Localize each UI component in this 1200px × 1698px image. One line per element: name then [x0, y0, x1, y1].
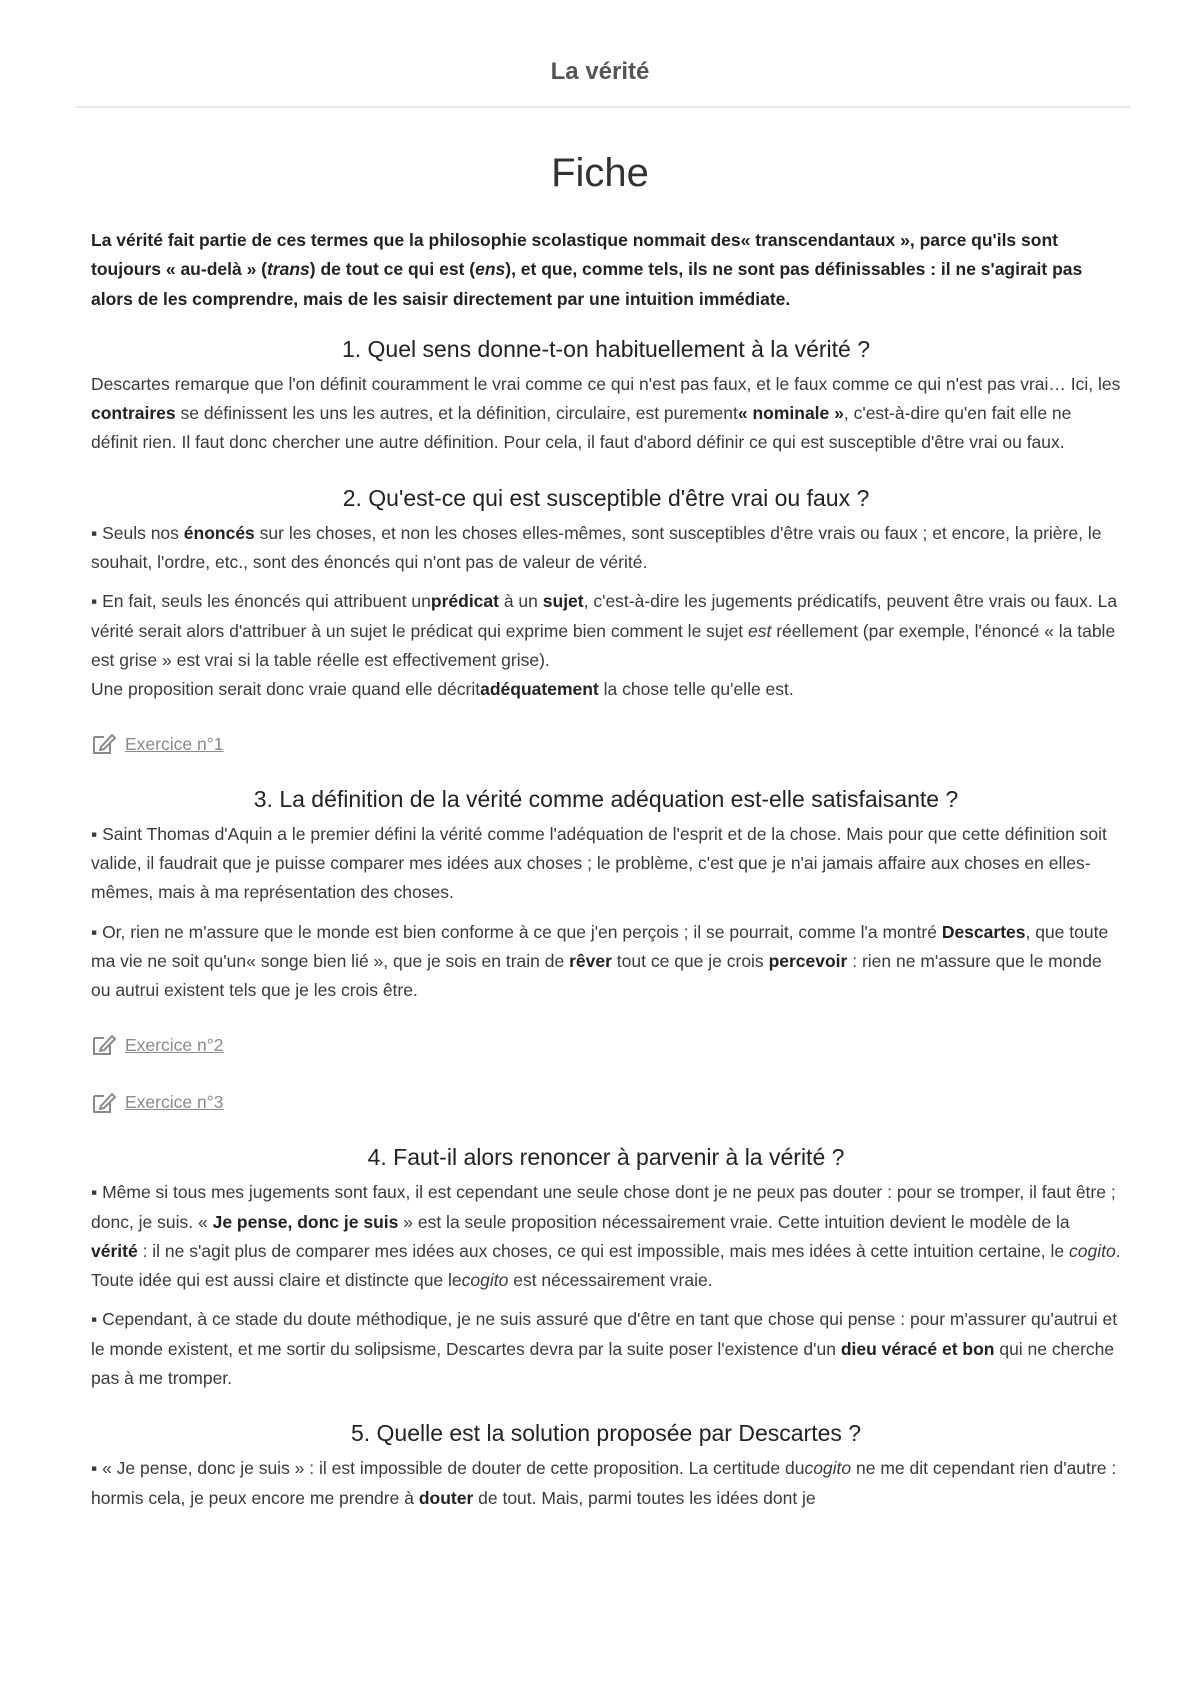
- term-rever: rêver: [569, 951, 612, 972]
- page-title: Fiche: [551, 150, 649, 195]
- section-2-heading: 2. Qu'est-ce qui est susceptible d'être vrai ou faux ?: [342, 484, 870, 511]
- edit-icon: [91, 732, 117, 756]
- text: , que toute ma vie ne soit qu'un« songe bien lié », que je sois en train de: [91, 921, 1109, 972]
- text: . Toute idée qui est aussi claire et distincte que le: [91, 1240, 1121, 1291]
- intro-text: La vérité fait partie de ces termes que la philosophie scolastique nommait des« transcendantaux », parce qu'ils sont toujours « au-delà » (: [91, 230, 1058, 280]
- text: la chose telle qu'elle est.: [598, 679, 794, 700]
- section-1-heading: 1. Quel sens donne-t-on habituellement à la vérité ?: [341, 335, 871, 362]
- exercise-2-link[interactable]: [91, 1031, 1121, 1060]
- header-divider: [76, 106, 1130, 108]
- term-sujet: sujet: [542, 591, 584, 612]
- term-je-pense: Je pense, donc je suis: [212, 1211, 399, 1232]
- section-4-paragraph-1: [91, 1178, 1121, 1295]
- term-dieu: dieu véracé et bon: [840, 1338, 995, 1359]
- text: qui ne cherche pas à me tromper.: [91, 1338, 1115, 1389]
- section-4-heading: 4. Faut-il alors renoncer à parvenir à la vérité ?: [367, 1144, 845, 1171]
- edit-icon: [91, 1091, 117, 1115]
- edit-icon: [91, 1033, 117, 1057]
- intro-ens: ens: [475, 259, 506, 280]
- exercise-3-link[interactable]: [91, 1088, 1121, 1117]
- text: ▪ Seuls nos: [91, 522, 184, 543]
- text: ▪ En fait, seuls les énoncés qui attribuent un: [91, 591, 431, 612]
- text: ne me dit cependant rien d'autre : hormis cela, je peux encore me prendre à: [91, 1458, 1117, 1508]
- text: : il ne s'agit plus de comparer mes idées aux choses, ce qui est impossible, mais mes idées à cette intuition certaine, le: [137, 1240, 1069, 1261]
- text: à un: [498, 591, 543, 612]
- intro-text: ), et que, comme tels, ils ne sont pas définissables : il ne s'agirait pas alors de les comprendre, mais de les saisir directement par une intuition immédiate.: [91, 259, 1083, 309]
- intro-paragraph: [91, 226, 1121, 314]
- exercise-3-label[interactable]: Exercice n°3: [125, 1091, 224, 1112]
- exercise-1-link[interactable]: [91, 730, 1121, 759]
- term-cogito: cogito: [804, 1458, 852, 1479]
- section-5-heading: 5. Quelle est la solution proposée par Descartes ?: [350, 1420, 862, 1447]
- exercise-2-label[interactable]: Exercice n°2: [125, 1034, 224, 1055]
- text: , c'est-à-dire qu'en fait elle ne définit rien. Il faut donc chercher une autre définition. Pour cela, il faut d'abord définir ce qui est susceptible d'être vrai ou faux.: [91, 403, 1072, 453]
- section-3-paragraph-1: ▪ Saint Thomas d'Aquin a le premier défini la vérité comme l'adéquation de l'esprit et de la chose. Mais pour que cette définition soit valide, il faudrait que je puisse comparer mes idées aux choses ; le problème, c'est que je n'ai jamais affaire aux choses en elles-mêmes, mais à ma représentation des choses.: [91, 823, 1107, 903]
- term-verite: vérité: [91, 1240, 138, 1261]
- section-3-paragraph-2: [91, 918, 1121, 1006]
- term-adequatement: adéquatement: [480, 679, 599, 700]
- term-enonces: énoncés: [183, 522, 255, 543]
- section-2-paragraph-2: [91, 587, 1121, 704]
- term-est: est: [748, 620, 772, 641]
- exercise-1-label[interactable]: Exercice n°1: [125, 733, 224, 754]
- text: réellement (par exemple, l'énoncé « la table est grise » est vrai si la table réelle est effectivement grise).: [91, 620, 1116, 670]
- document-header-title: La vérité: [550, 58, 650, 85]
- text: de tout. Mais, parmi toutes les idées dont je: [473, 1487, 816, 1508]
- text: » est la seule proposition nécessairement vraie. Cette intuition devient le modèle de la: [398, 1211, 1070, 1232]
- text: ▪ Même si tous mes jugements sont faux, il est cependant une seule chose dont je ne peux pas douter : pour se tromper, il faut être ; donc, je suis. «: [91, 1182, 1116, 1232]
- section-1-paragraph: [91, 370, 1121, 458]
- term-descartes: Descartes: [941, 921, 1026, 942]
- term-douter: douter: [418, 1487, 474, 1508]
- text: sur les choses, et non les choses elles-mêmes, sont susceptibles d'être vrais ou faux ; et encore, la prière, le souhait, l'ordre, etc., sont des énoncés qui n'ont pas de valeur de vérité.: [91, 522, 1102, 573]
- text: ▪ Cependant, à ce stade du doute méthodique, je ne suis assuré que d'être en tant que chose qui pense : pour m'assurer qu'autrui et le monde existent, et me sortir du solipsisme, Descartes devra par la suite poser l'existence d'un: [91, 1309, 1118, 1359]
- section-4-paragraph-2: [91, 1305, 1121, 1393]
- term-cogito: cogito: [461, 1270, 509, 1291]
- intro-text: ) de tout ce qui est (: [309, 259, 476, 280]
- term-nominale: « nominale »: [737, 403, 844, 424]
- text: : rien ne m'assure que le monde ou autrui existent tels que je les crois être.: [91, 951, 1102, 1001]
- text: Descartes remarque que l'on définit couramment le vrai comme ce qui n'est pas faux, et le faux comme ce qui n'est pas vrai… Ici, les: [91, 373, 1121, 394]
- text: ▪ Or, rien ne m'assure que le monde est bien conforme à ce que j'en perçois ; il se pourrait, comme l'a montré: [91, 921, 942, 942]
- text: tout ce que je crois: [611, 951, 769, 972]
- section-2-paragraph-1: [91, 519, 1121, 578]
- term-cogito: cogito: [1069, 1240, 1116, 1261]
- text: Une proposition serait donc vraie quand elle décrit: [91, 679, 481, 700]
- term-contraires: contraires: [91, 403, 176, 424]
- text: , c'est-à-dire les jugements prédicatifs, peuvent être vrais ou faux. La vérité serait alors d'attribuer à un sujet le prédicat qui exprime bien comment le sujet: [91, 591, 1118, 641]
- main-content: [91, 226, 1121, 1513]
- term-predicat: prédicat: [430, 591, 499, 612]
- text: est nécessairement vraie.: [508, 1270, 713, 1291]
- section-5-paragraph-1: [91, 1454, 1121, 1513]
- text: se définissent les uns les autres, et la définition, circulaire, est purement: [175, 403, 738, 424]
- text: ▪ « Je pense, donc je suis » : il est impossible de douter de cette proposition. La certitude du: [91, 1458, 805, 1479]
- term-percevoir: percevoir: [768, 951, 848, 972]
- intro-trans: trans: [267, 259, 310, 280]
- section-3-heading: 3. La définition de la vérité comme adéquation est-elle satisfaisante ?: [253, 785, 959, 812]
